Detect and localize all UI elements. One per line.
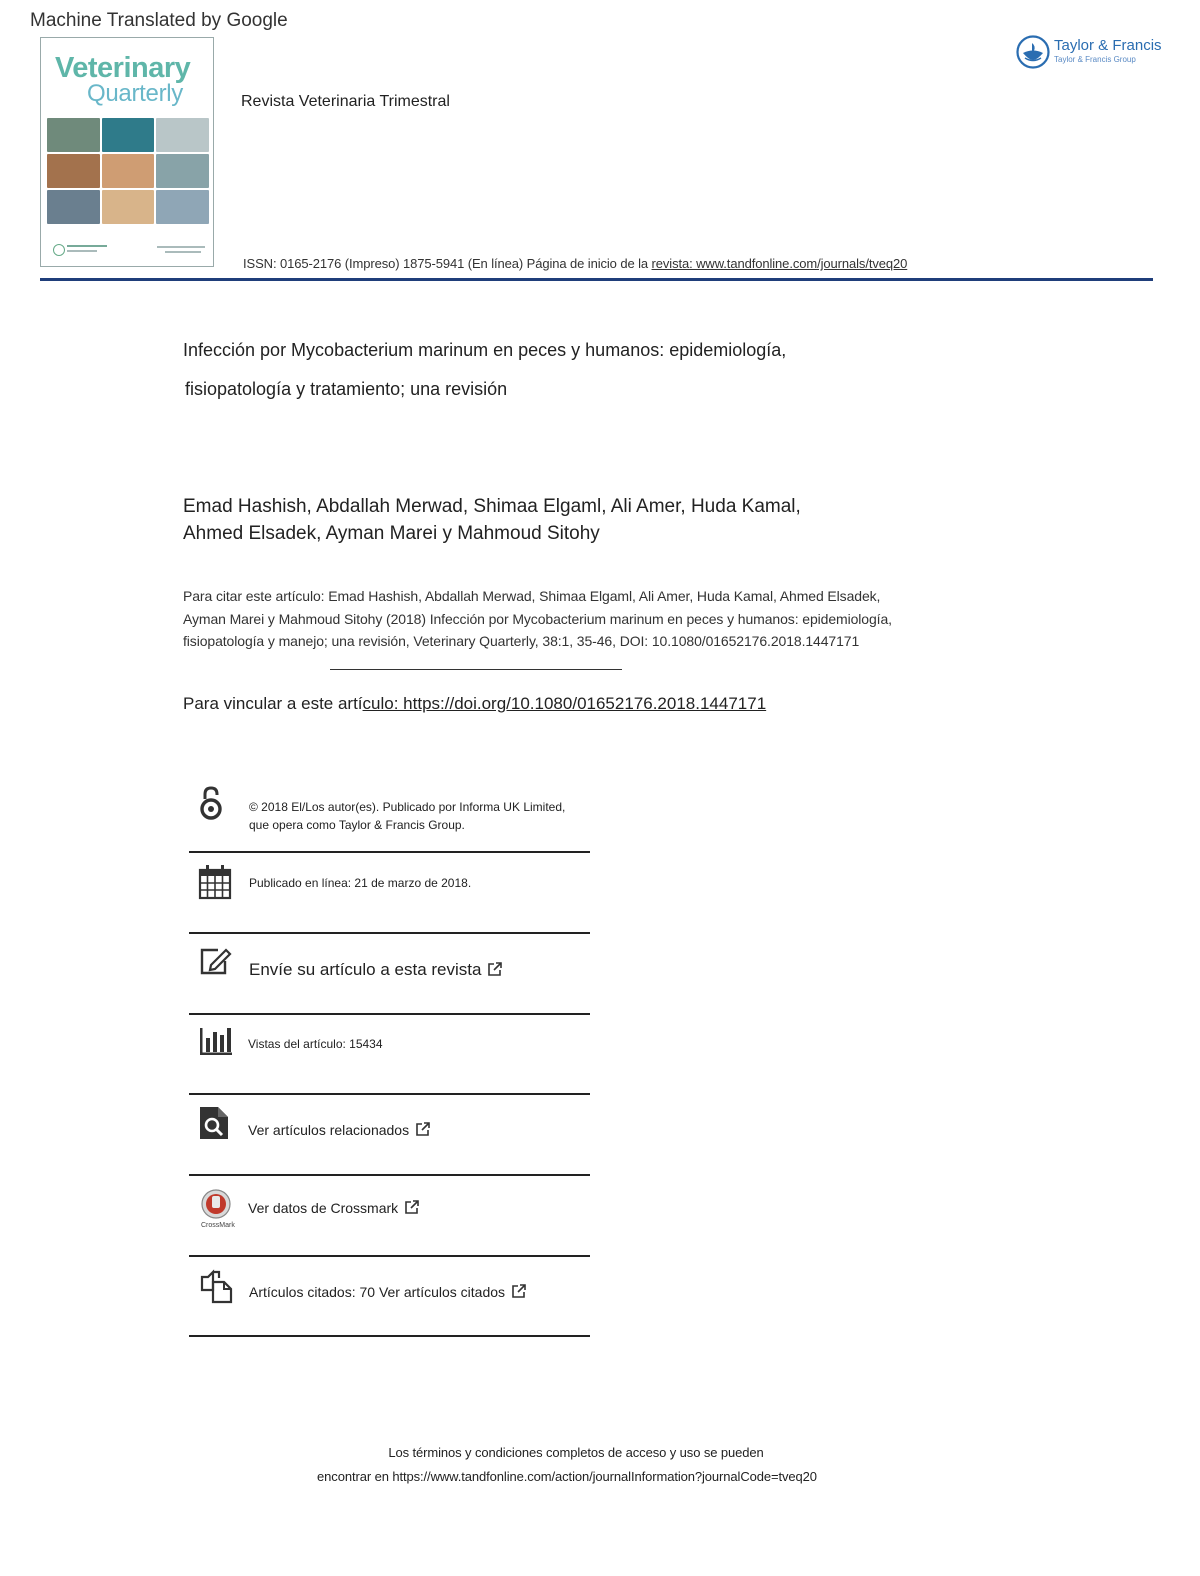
bar-chart-icon — [198, 1024, 232, 1060]
journal-name: Revista Veterinaria Trimestral — [241, 93, 450, 110]
section-divider — [330, 669, 622, 670]
submit-article-link[interactable] — [249, 960, 503, 980]
authors-line-2: Ahmed Elsadek, Ayman Marei y Mahmoud Sitohy — [183, 523, 600, 544]
cover-photo-tile — [47, 154, 100, 188]
external-link-icon — [404, 1199, 420, 1215]
publisher-subname: Taylor & Francis Group — [1054, 55, 1136, 64]
citation-line-2: Ayman Marei y Mahmoud Sitohy (2018) Infección por Mycobacterium marinum en peces y humanos: epidemiología, — [183, 611, 892, 627]
terms-line-1: Los términos y condiciones completos de acceso y uso se pueden — [388, 1445, 764, 1460]
cover-photo-tile — [102, 118, 155, 152]
terms-line-2[interactable]: encontrar en https://www.tandfonline.com/action/journalInformation?journalCode=tveq20 — [317, 1469, 817, 1484]
crossmark-caption: CrossMark — [201, 1222, 235, 1229]
cover-publisher-logo — [53, 244, 65, 256]
issn-line — [243, 256, 907, 271]
published-online-date: Publicado en línea: 21 de marzo de 2018. — [249, 876, 472, 890]
issn-text: ISSN: 0165-2176 (Impreso) 1875-5941 (En línea) Página de inicio de la — [243, 256, 652, 271]
article-title-line-2: fisiopatología y tratamiento; una revisión — [185, 379, 508, 399]
journal-cover[interactable] — [40, 37, 214, 267]
article-link-line — [183, 694, 766, 714]
citing-articles-link[interactable] — [249, 1283, 527, 1300]
header-divider — [40, 278, 1153, 281]
cover-title-quarterly: Quarterly — [87, 80, 183, 107]
cover-photo-collage — [47, 118, 209, 224]
external-link-icon — [487, 961, 503, 977]
calendar-icon — [198, 864, 232, 900]
cover-photo-tile — [102, 154, 155, 188]
cover-footer-text-mark — [67, 250, 97, 252]
publisher-name[interactable]: Taylor & Francis — [1054, 37, 1162, 54]
doi-link[interactable]: culo: https://doi.org/10.1080/01652176.2018.1447171 — [362, 694, 767, 713]
machine-translation-banner: Machine Translated by Google — [30, 10, 288, 31]
cover-photo-tile — [156, 118, 209, 152]
open-access-icon — [196, 785, 230, 821]
cover-title-veterinary: Veterinary — [55, 52, 191, 84]
cover-footer-text-mark — [157, 246, 205, 248]
citation-line-1: Para citar este artículo: Emad Hashish, Abdallah Merwad, Shimaa Elgaml, Ali Amer, Huda Kamal, Ahmed Elsadek, — [183, 588, 881, 604]
related-articles-link[interactable] — [248, 1121, 431, 1138]
panel-divider — [189, 1093, 590, 1095]
citing-articles-label: Artículos citados: 70 Ver artículos citados — [249, 1284, 506, 1300]
taylor-francis-logo-icon[interactable] — [1015, 34, 1051, 70]
cover-photo-tile — [156, 190, 209, 224]
article-link-prefix: Para vincular a este artí — [183, 694, 363, 713]
panel-divider — [189, 1335, 590, 1337]
panel-divider — [189, 1174, 590, 1176]
submit-article-label: Envíe su artículo a esta revista — [249, 960, 482, 979]
citing-articles-icon — [199, 1268, 233, 1304]
article-title-line-1: Infección por Mycobacterium marinum en peces y humanos: epidemiología, — [183, 340, 787, 360]
copyright-line-2: que opera como Taylor & Francis Group. — [249, 818, 465, 832]
panel-divider — [189, 851, 590, 853]
journal-homepage-link[interactable]: revista: www.tandfonline.com/journals/tveq20 — [651, 256, 908, 271]
article-views: Vistas del artículo: 15434 — [248, 1037, 383, 1051]
copyright-line-1: © 2018 El/Los autor(es). Publicado por Informa UK Limited, — [249, 800, 566, 814]
cover-footer-text-mark — [165, 251, 201, 253]
cover-photo-tile — [47, 118, 100, 152]
panel-divider — [189, 932, 590, 934]
cover-photo-tile — [47, 190, 100, 224]
external-link-icon — [415, 1121, 431, 1137]
panel-divider — [189, 1255, 590, 1257]
external-link-icon — [511, 1283, 527, 1299]
citation-line-3: fisiopatología y manejo; una revisión, Veterinary Quarterly, 38:1, 35-46, DOI: 10.1080/01652176.2018.1447171 — [183, 633, 860, 649]
edit-icon — [198, 945, 232, 981]
crossmark-link[interactable] — [248, 1199, 420, 1216]
cover-photo-tile — [102, 190, 155, 224]
cover-photo-tile — [156, 154, 209, 188]
crossmark-label: Ver datos de Crossmark — [248, 1200, 399, 1216]
related-articles-label: Ver artículos relacionados — [248, 1122, 410, 1138]
document-search-icon — [198, 1105, 232, 1141]
panel-divider — [189, 1013, 590, 1015]
cover-footer-text-mark — [67, 245, 107, 247]
crossmark-icon — [199, 1188, 233, 1224]
authors-line-1: Emad Hashish, Abdallah Merwad, Shimaa Elgaml, Ali Amer, Huda Kamal, — [183, 496, 801, 517]
